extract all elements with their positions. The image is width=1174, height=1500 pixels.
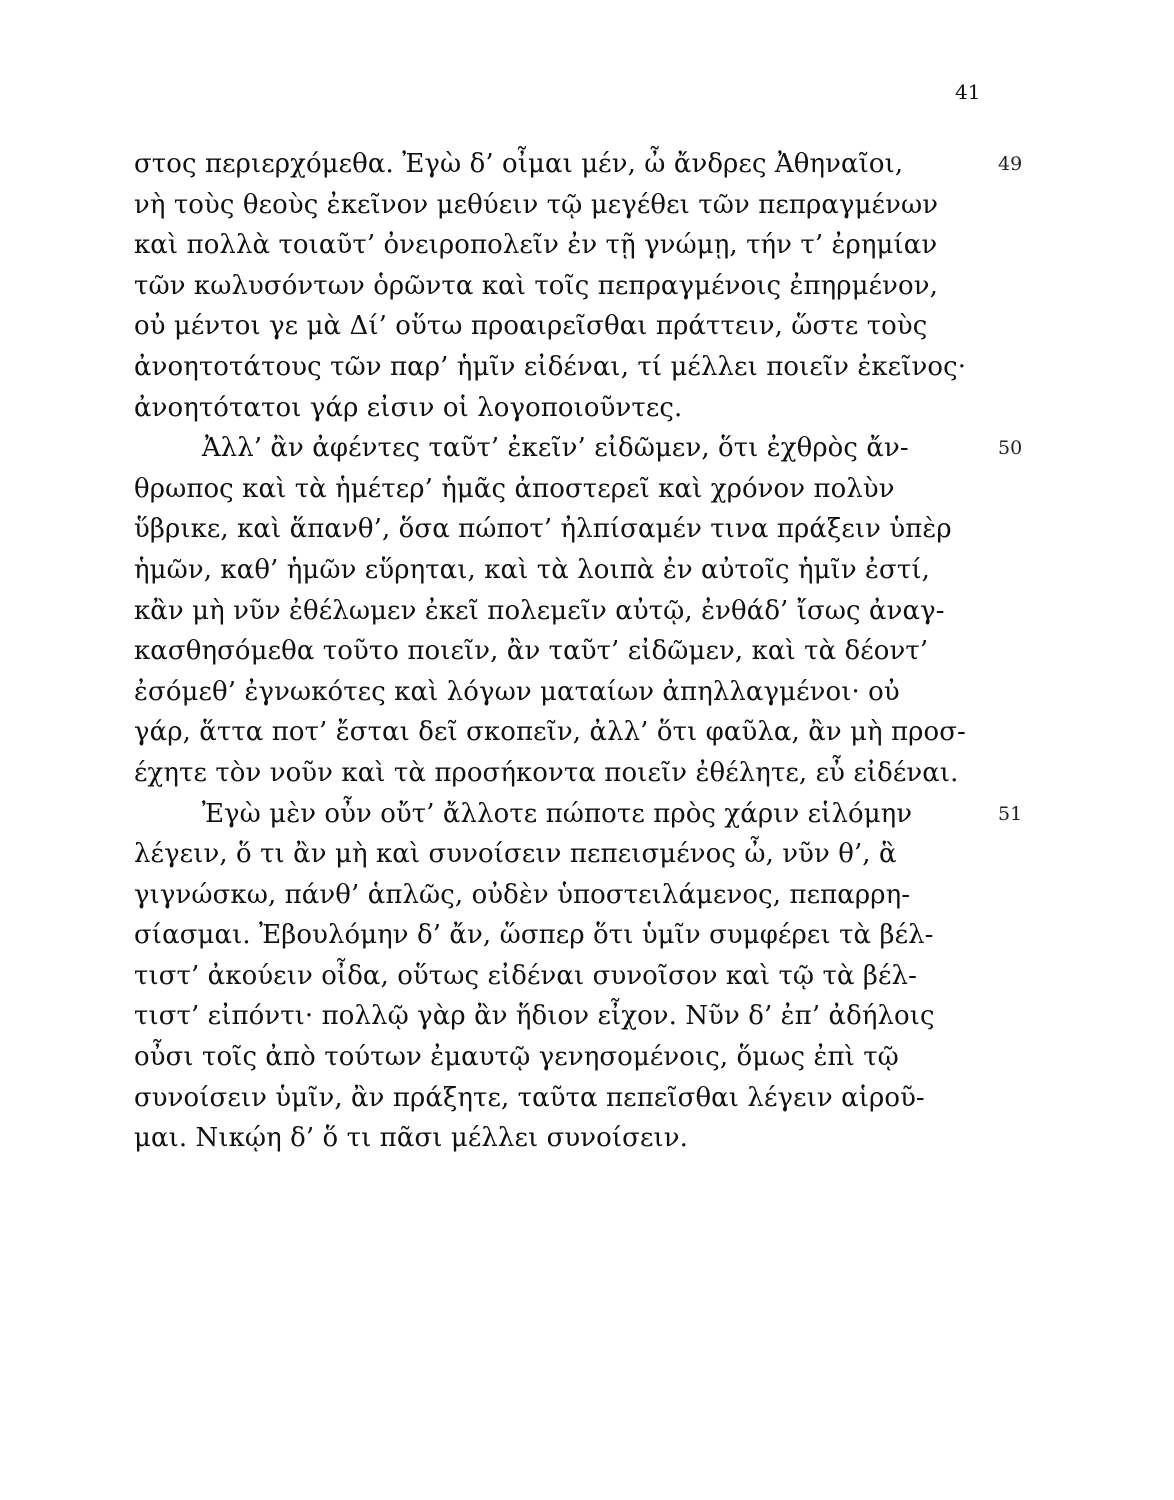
line-text: οὖσι τοῖς ἀπὸ τούτων ἐμαυτῷ γενησομένοις, ὅμως ἐπὶ τῷ	[134, 1042, 899, 1073]
line-text: σίασμαι. Ἐβουλόμην δ’ ἄν, ὥσπερ ὅτι ὑμῖν συμφέρει τὰ βέλ-	[134, 920, 934, 951]
page-number: 41	[955, 80, 981, 104]
line-text: τῶν κωλυσόντων ὁρῶντα καὶ τοῖς πεπραγμένοις ἐπηρμένον,	[134, 270, 938, 301]
line-text: κἂν μὴ νῦν ἐθέλωμεν ἐκεῖ πολεμεῖν αὐτῷ, ἐνθάδ’ ἴσως ἀναγ-	[134, 595, 945, 626]
text-line	[134, 509, 994, 550]
text-line	[134, 915, 994, 956]
text-line	[134, 834, 994, 875]
text-line	[134, 875, 994, 916]
line-text: γιγνώσκω, πάνθ’ ἁπλῶς, οὐδὲν ὑποστειλάμενος, πεπαρρη-	[134, 879, 911, 910]
section-number: 50	[998, 437, 1023, 460]
text-line	[134, 794, 1023, 835]
line-text: γάρ, ἅττα ποτ’ ἔσται δεῖ σκοπεῖν, ἀλλ’ ὅτι φαῦλα, ἂν μὴ προσ-	[134, 717, 966, 748]
text-line	[134, 1037, 994, 1078]
text-line	[134, 956, 994, 997]
text-line	[134, 225, 994, 266]
section-number: 49	[998, 153, 1023, 175]
text-line	[134, 996, 994, 1037]
line-text: λέγειν, ὅ τι ἂν μὴ καὶ συνοίσειν πεπεισμένος ὦ, νῦν θ’, ἃ	[134, 839, 897, 870]
line-text: καὶ πολλὰ τοιαῦτ’ ὀνειροπολεῖν ἐν τῇ γνώμῃ, τήν τ’ ἐρημίαν	[134, 230, 938, 261]
line-text: Ἐγὼ μὲν οὖν οὔτ’ ἄλλοτε πώποτε πρὸς χάριν εἱλόμην	[201, 798, 913, 829]
text-line	[134, 672, 994, 713]
text-line	[134, 388, 994, 429]
line-text: ἀνοητότατοι γάρ εἰσιν οἱ λογοποιοῦντες.	[134, 392, 683, 423]
text-line	[134, 347, 994, 388]
text-line	[134, 144, 1023, 185]
section-number: 51	[998, 802, 1023, 825]
line-text: Ἀλλ’ ἂν ἀφέντες ταῦτ’ ἐκεῖν’ εἰδῶμεν, ὅτι ἐχθρὸς ἄν-	[201, 433, 909, 464]
line-text: τιστ’ εἰπόντι· πολλῷ γὰρ ἂν ἥδιον εἶχον. Νῦν δ’ ἐπ’ ἀδήλοις	[134, 1001, 935, 1032]
text-line	[134, 428, 1023, 469]
greek-text-block	[134, 144, 1023, 1159]
text-line	[134, 712, 994, 753]
text-line	[134, 753, 994, 794]
line-text: ἡμῶν, καθ’ ἡμῶν εὕρηται, καὶ τὰ λοιπὰ ἐν αὐτοῖς ἡμῖν ἐστί,	[134, 554, 930, 585]
text-line	[134, 266, 994, 307]
line-text: νὴ τοὺς θεοὺς ἐκεῖνον μεθύειν τῷ μεγέθει τῶν πεπραγμένων	[134, 189, 939, 220]
line-text: θρωπος καὶ τὰ ἡμέτερ’ ἡμᾶς ἀποστερεῖ καὶ χρόνον πολὺν	[134, 473, 895, 504]
text-line	[134, 591, 994, 632]
line-text: κασθησόμεθα τοῦτο ποιεῖν, ἂν ταῦτ’ εἰδῶμεν, καὶ τὰ δέοντ’	[134, 636, 929, 667]
text-line	[134, 550, 994, 591]
text-line	[134, 631, 994, 672]
text-line	[134, 469, 994, 510]
text-line	[134, 1118, 994, 1159]
line-text: τιστ’ ἀκούειν οἶδα, οὕτως εἰδέναι συνοῖσον καὶ τῷ τὰ βέλ-	[134, 960, 917, 991]
line-text: ἐσόμεθ’ ἐγνωκότες καὶ λόγων ματαίων ἀπηλλαγμένοι· οὐ	[134, 676, 900, 707]
text-line	[134, 1078, 994, 1119]
line-text: ὕβρικε, καὶ ἅπανθ’, ὅσα πώποτ’ ἠλπίσαμέν τινα πράξειν ὑπὲρ	[134, 514, 952, 545]
line-text: μαι. Νικῴη δ’ ὅ τι πᾶσι μέλλει συνοίσειν.	[134, 1123, 688, 1154]
line-text: συνοίσειν ὑμῖν, ἂν πράξητε, ταῦτα πεπεῖσθαι λέγειν αἱροῦ-	[134, 1082, 925, 1113]
line-text: ἀνοητοτάτους τῶν παρ’ ἡμῖν εἰδέναι, τί μέλλει ποιεῖν ἐκεῖνος·	[134, 351, 967, 382]
text-line	[134, 306, 994, 347]
line-text: έχητε τὸν νοῦν καὶ τὰ προσήκοντα ποιεῖν ἐθέλητε, εὖ εἰδέναι.	[134, 757, 959, 788]
line-text: στος περιερχόμεθα. Ἐγὼ δ’ οἶμαι μέν, ὦ ἄνδρες Ἀθηναῖοι,	[134, 149, 904, 179]
text-line	[134, 185, 994, 226]
line-text: οὐ μέντοι γε μὰ Δί’ οὕτω προαιρεῖσθαι πράττειν, ὥστε τοὺς	[134, 311, 928, 342]
